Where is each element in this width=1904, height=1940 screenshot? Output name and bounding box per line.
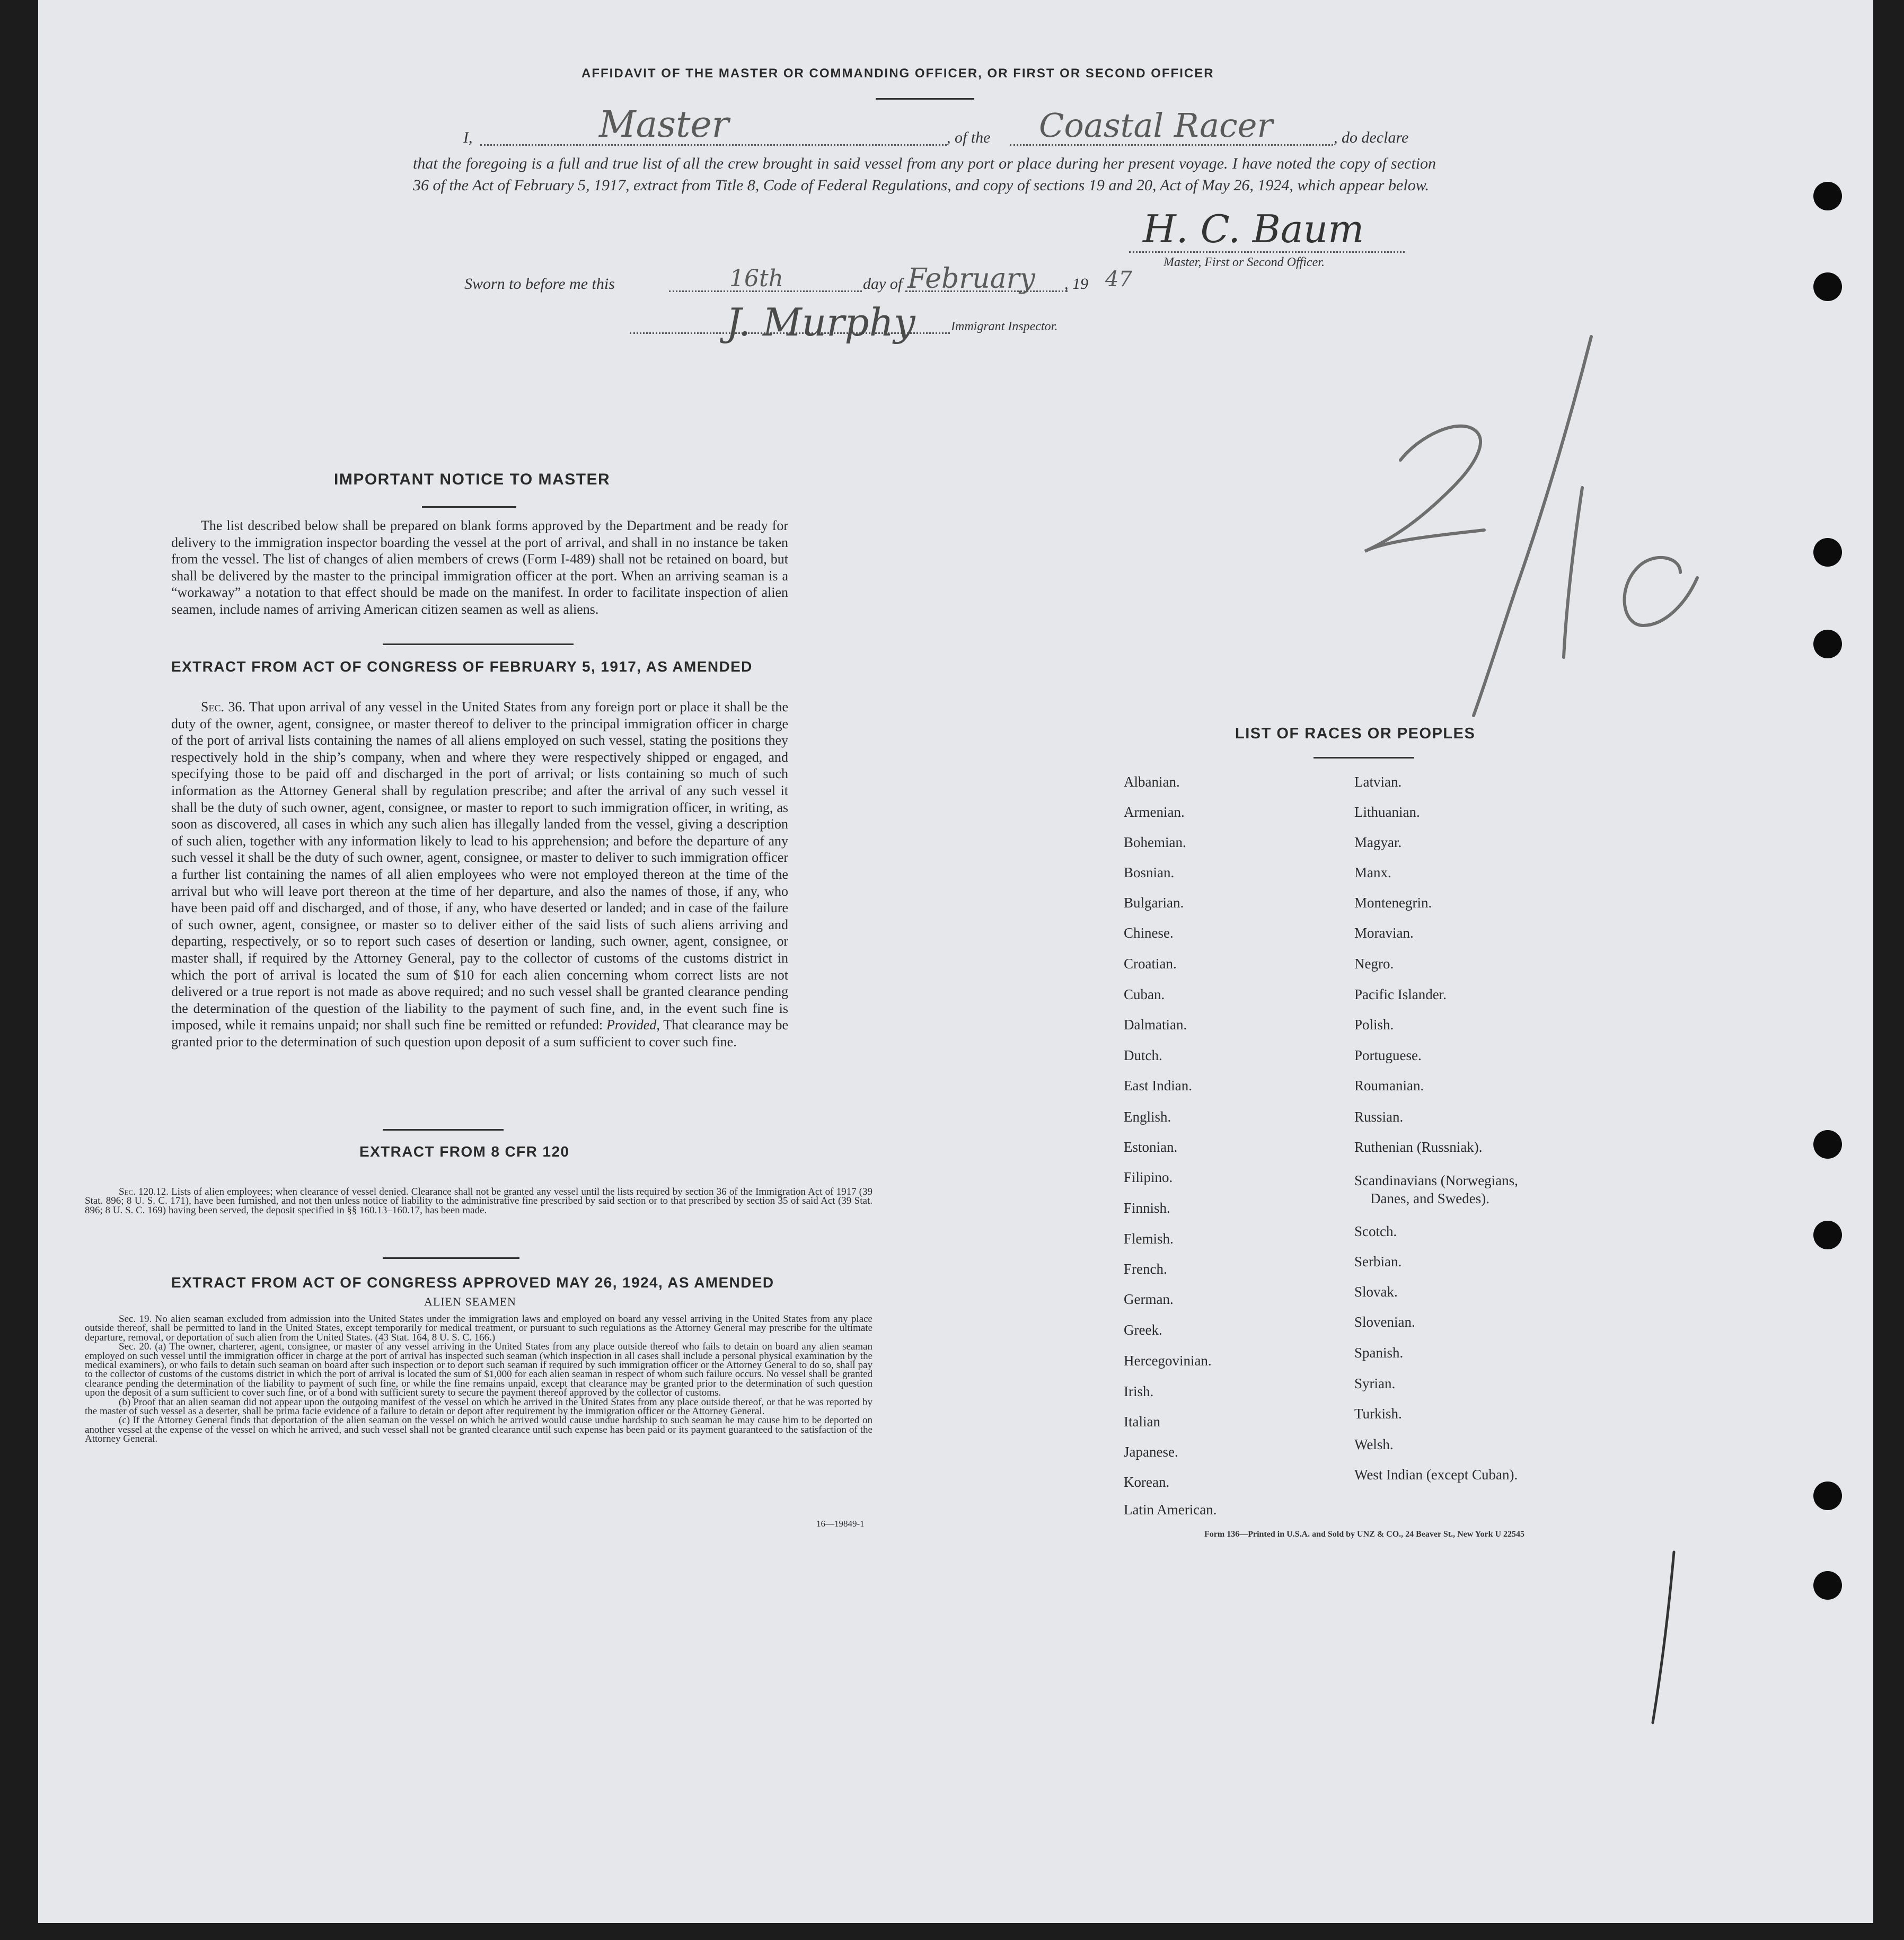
extract-1924-body xyxy=(85,1315,872,1444)
extract-1917-rule xyxy=(383,1129,504,1131)
margin-pen-stroke xyxy=(1643,1548,1686,1728)
race-entry: Moravian. xyxy=(1354,925,1414,941)
affidavit-declare: , do declare xyxy=(1334,129,1409,146)
cfr-paragraph xyxy=(85,1187,872,1215)
race-entry: Bosnian. xyxy=(1124,865,1175,880)
race-entry: Pacific Islander. xyxy=(1354,986,1447,1002)
race-entry: Finnish. xyxy=(1124,1200,1170,1216)
race-entry: Estonian. xyxy=(1124,1139,1178,1155)
race-entry: Dalmatian. xyxy=(1124,1017,1187,1033)
race-entry: Scotch. xyxy=(1354,1223,1397,1239)
race-entry: Spanish. xyxy=(1354,1345,1404,1361)
notice-title: IMPORTANT NOTICE TO MASTER xyxy=(334,471,611,488)
sec20a-paragraph: Sec. 20. (a) The owner, charterer, agent, consignee, or master of any vessel arriving in the United States from any place outside thereof who fails to detain on board any alien seaman employed on such vessel until the immigration officer in charge at the port of arrival has inspected such seaman (which inspection in all cases shall include a personal physical examination by the medical examiners), or who fails to detain such seaman on board after such inspection or to deport such seaman if required by such immigration officer or the Attorney General to do so, shall pay to the collector of customs of the customs district in which the port of arrival is located the sum of $1,000 for each alien seaman in respect of whom such failure occurs. No vessel shall be granted clearance pending the determination of the liability to payment of such fine, or while the fine remains unpaid, except that clearance may be granted prior to the determination of such question upon the deposit of a sum sufficient to cover such fine, or of a bond with sufficient surety to secure the payment thereof approved by the collector of customs. xyxy=(85,1341,872,1399)
race-entry: Montenegrin. xyxy=(1354,895,1432,911)
race-entry: Cuban. xyxy=(1124,986,1165,1002)
inspector-caption: Immigrant Inspector. xyxy=(951,320,1058,333)
race-entry: Latin American. xyxy=(1124,1502,1217,1518)
race-entry: Portuguese. xyxy=(1354,1047,1422,1063)
race-entry: Armenian. xyxy=(1124,804,1185,820)
race-entry: Croatian. xyxy=(1124,956,1177,972)
sec19-paragraph: Sec. 19. No alien seaman excluded from admission into the United States under the immigration laws and employed on board any vessel arriving in the United States from any place outside thereof, shall be permitted to land in the United States, except temporarily for medical treatment, or pursuant to such regulations as the Attorney General may prescribe for the ultimate departure, removal, or deportation of such alien from the United States. (43 Stat. 164, 8 U. S. C. 166.) xyxy=(85,1313,872,1343)
cfr-rule xyxy=(383,1257,519,1259)
handwritten-mark-drawing xyxy=(1341,329,1712,742)
races-title: LIST OF RACES OR PEOPLES xyxy=(1235,725,1476,742)
punch-hole xyxy=(1813,182,1842,210)
sec20b-paragraph: (b) Proof that an alien seaman did not appear upon the outgoing manifest of the vessel on which he arrived in the United States from any place outside thereof, or that he was reported by the master of such vessel as a deserter, shall be prima facie evidence of a failure to detain or deport after requirement by the immigration officer or the Attorney General. xyxy=(85,1396,872,1417)
race-entry: Flemish. xyxy=(1124,1231,1174,1247)
race-entry: Scandinavians (Norwegians, xyxy=(1354,1172,1518,1188)
race-entry: Welsh. xyxy=(1354,1436,1394,1452)
affidavit-title-rule xyxy=(876,98,974,100)
race-entry: German. xyxy=(1124,1291,1174,1307)
race-entry: Danes, and Swedes). xyxy=(1370,1191,1489,1206)
race-entry: Ruthenian (Russniak). xyxy=(1354,1139,1483,1155)
race-entry: Japanese. xyxy=(1124,1444,1178,1460)
affidavit-title: AFFIDAVIT OF THE MASTER OR COMMANDING OFFICER, OR FIRST OR SECOND OFFICER xyxy=(581,66,1214,81)
race-entry: Filipino. xyxy=(1124,1169,1173,1185)
sworn-day-handwriting: 16th xyxy=(729,265,784,292)
race-entry: Negro. xyxy=(1354,956,1394,972)
race-entry: Hercegovinian. xyxy=(1124,1353,1212,1369)
notice-body xyxy=(171,517,788,618)
sec36-label: Sec. 36. xyxy=(201,699,245,715)
race-entry: East Indian. xyxy=(1124,1078,1192,1094)
race-entry: Russian. xyxy=(1354,1109,1404,1125)
race-entry: Bohemian. xyxy=(1124,834,1186,850)
extract-1924-title: EXTRACT FROM ACT OF CONGRESS APPROVED MAY 26, 1924, AS AMENDED xyxy=(171,1274,774,1291)
punch-hole xyxy=(1813,538,1842,567)
race-entry: Korean. xyxy=(1124,1474,1170,1490)
vessel-handwriting: Coastal Racer xyxy=(1039,106,1273,145)
race-entry: Magyar. xyxy=(1354,834,1402,850)
notice-rule xyxy=(383,643,574,645)
punch-hole xyxy=(1813,1571,1842,1600)
cfr-text: Lists of alien employees; when clearance of vessel denied. Clearance shall not be granted any vessel until the lists required by section 36 of the Immigration Act of 1917 (39 Stat. 896; 8 U. S. C. 171), have been furnished, and not then unless notice of liability to the administrative fine prescribed by said section or to that prescribed by section 35 of said Act (39 Stat. 896; 8 U. S. C. 169) having been served, the deposit specified in §§ 160.13–160.17, has been made. xyxy=(85,1186,872,1216)
race-entry: Bulgarian. xyxy=(1124,895,1184,911)
master-caption: Master, First or Second Officer. xyxy=(1163,255,1325,269)
race-entry: Manx. xyxy=(1354,865,1391,880)
extract-1924-subtitle: ALIEN SEAMEN xyxy=(424,1295,516,1308)
race-entry: Roumanian. xyxy=(1354,1078,1424,1094)
sworn-year-prefix: , 19 xyxy=(1064,275,1088,293)
extract-1917-title: EXTRACT FROM ACT OF CONGRESS OF FEBRUARY 5, 1917, AS AMENDED xyxy=(171,658,753,675)
race-entry: West Indian (except Cuban). xyxy=(1354,1467,1518,1483)
sworn-prefix: Sworn to before me this xyxy=(464,275,615,293)
race-entry: Italian xyxy=(1124,1414,1160,1430)
cfr-label: Sec. 120.12. xyxy=(119,1186,169,1197)
sec36-provided: Provided, xyxy=(606,1017,660,1033)
notice-title-rule xyxy=(422,506,516,508)
race-entry: Polish. xyxy=(1354,1017,1394,1033)
race-entry: Slovak. xyxy=(1354,1284,1398,1300)
print-code: 16—19849-1 xyxy=(816,1519,865,1529)
punch-hole xyxy=(1813,272,1842,301)
punch-hole xyxy=(1813,1482,1842,1510)
race-entry: French. xyxy=(1124,1261,1167,1277)
inspector-signature: J. Murphy xyxy=(726,300,915,345)
race-entry: Turkish. xyxy=(1354,1406,1402,1422)
race-entry: Albanian. xyxy=(1124,774,1180,790)
affidavit-prefix: I, xyxy=(463,129,473,146)
race-entry: Lithuanian. xyxy=(1354,804,1420,820)
sworn-year-handwriting: 47 xyxy=(1105,267,1132,292)
form-footer: Form 136—Printed in U.S.A. and Sold by UNZ & CO., 24 Beaver St., New York U 22545 xyxy=(1204,1530,1525,1539)
race-entry: Greek. xyxy=(1124,1322,1162,1338)
race-entry: Chinese. xyxy=(1124,925,1174,941)
sec36-text-end: That clearance may be granted prior to the determination of such question upon deposit of a sum sufficient to cover such fine. xyxy=(171,1017,788,1050)
punch-hole xyxy=(1813,1130,1842,1159)
punch-hole xyxy=(1813,1221,1842,1249)
cfr-body xyxy=(85,1187,872,1215)
sec36-text: That upon arrival of any vessel in the United States from any foreign port or place it shall be the duty of the owner, agent, consignee, or master thereof to deliver to the principal immigration officer in charge of the port of arrival lists containing the names of all aliens employed on such vessel, stating the positions they respectively hold in the ship’s company, when and where they were respectively shipped or engaged, and specifying those to be paid off and discharged in the port of arrival; or lists containing so much of such information as the Attorney General shall by regulation prescribe; and after the arrival of any such vessel it shall be the duty of such owner, agent, consignee, or master to report to such immigration officer, in writing, as soon as discovered, all cases in which any such alien has illegally landed from the vessel, giving a description of such alien, together with any information likely to lead to his apprehension; and before the departure of any such vessel it shall be the duty of such owner, agent, consignee, or master to deliver to such immigration officer a further list containing the names of all alien employees who were not employed thereon at the time of the arrival but who will leave port thereon at the time of her departure, and also the names of those, if any, who have been paid off and discharged, and of those, if any, who have deserted or landed; and in case of the failure of such owner, agent, consignee, or master so to deliver either of the said lists of such aliens arriving and departing, respectively, or so to report such cases of desertion or landing, such owner, agent, consignee, or master shall, if required by the Attorney General, pay to the collector of customs of the customs district in which the port of arrival is located the sum of $10 for each alien concerning whom correct lists are not delivered or a true report is not made as above required; and no such vessel shall be granted clearance pending the determination of the question of the liability to the payment of such fine, and, in the event such fine is imposed, while it remains unpaid; nor shall such fine be remitted or refunded: xyxy=(171,699,789,1033)
master-signature-line xyxy=(1129,251,1405,253)
extract-1917-body xyxy=(171,699,788,1050)
notice-paragraph: The list described below shall be prepared on blank forms approved by the Department and be ready for delivery to the immigration inspector boarding the vessel at the port of arrival, and shall in no instance be taken from the vessel. The list of changes of alien members of crews (Form I-489) shall not be retained on board, but shall be delivered by the master to the principal immigration officer at the port. When an arriving seaman is a “workaway” a notation to that effect should be made on the manifest. In order to facilitate inspection of alien seamen, include names of arriving American citizen seamen as well as aliens. xyxy=(171,518,788,617)
sec20c-paragraph: (c) If the Attorney General finds that deportation of the alien seaman on the vessel on which he arrived would cause undue hardship to such seaman he may cause him to be deported on another vessel at the expense of the vessel on which he arrived, and such vessel shall not be granted clearance until such expense has been paid or its payment guaranteed to the satisfaction of the Attorney General. xyxy=(85,1415,872,1445)
sec36-paragraph xyxy=(171,699,788,1050)
affidavit-body: that the foregoing is a full and true list of all the crew brought in said vessel from any port or place during her present voyage. I have noted the copy of section 36 of the Act of February 5, 1917, extract from Title 8, Code of Federal Regulations, and copy of sections 19 and 20, Act of May 26, 1924, which appear below. xyxy=(413,155,1436,194)
punch-hole xyxy=(1813,630,1842,658)
race-entry: Slovenian. xyxy=(1354,1314,1415,1330)
sworn-day-of: day of xyxy=(863,275,903,293)
race-entry: Serbian. xyxy=(1354,1254,1402,1269)
race-entry: Syrian. xyxy=(1354,1375,1396,1391)
race-entry: English. xyxy=(1124,1109,1171,1125)
master-signature: H. C. Baum xyxy=(1143,207,1364,251)
officer-handwriting: Master xyxy=(599,104,729,146)
races-title-rule xyxy=(1314,757,1414,759)
race-entry: Latvian. xyxy=(1354,774,1402,790)
race-entry: Irish. xyxy=(1124,1383,1154,1399)
affidavit-of-the: , of the xyxy=(947,129,991,146)
cfr-title: EXTRACT FROM 8 CFR 120 xyxy=(359,1143,570,1160)
race-entry: Dutch. xyxy=(1124,1047,1162,1063)
sworn-month-handwriting: February xyxy=(907,263,1035,295)
